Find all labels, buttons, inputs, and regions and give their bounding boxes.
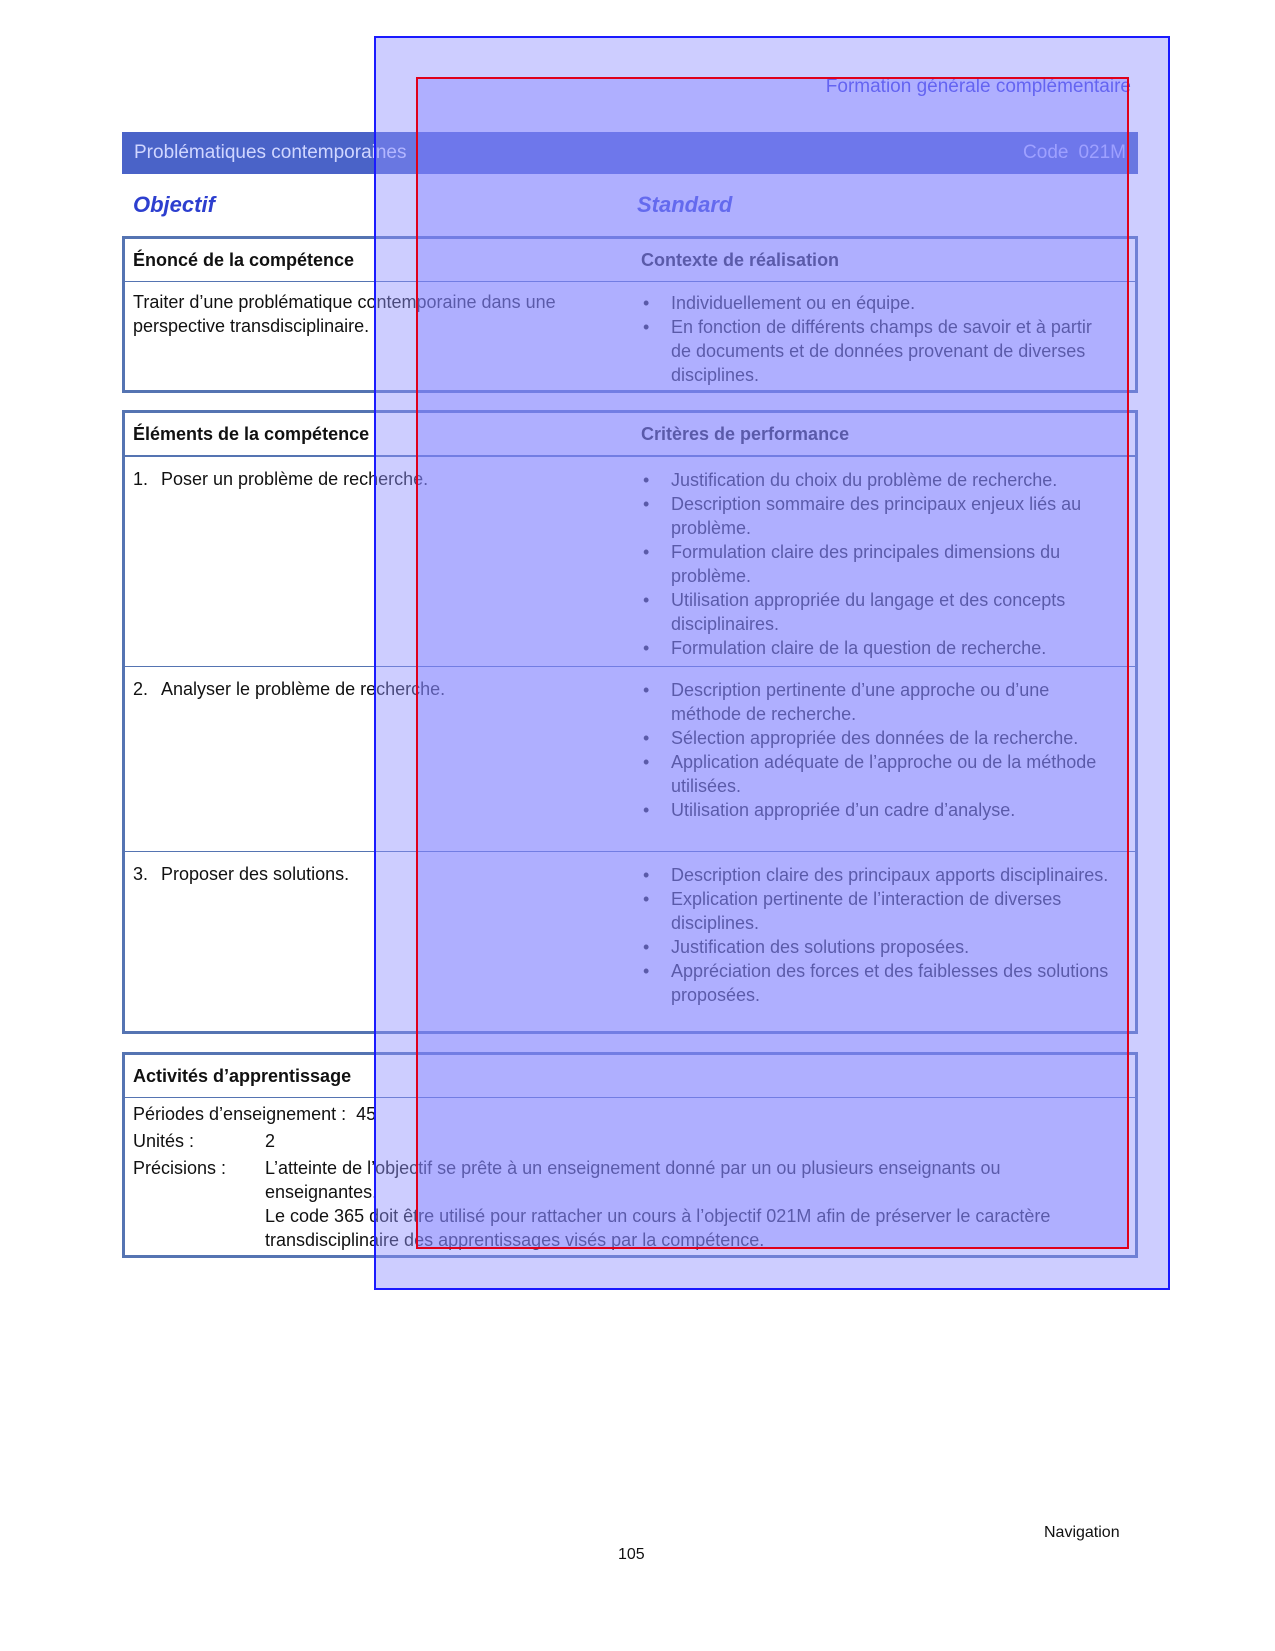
element-text: 3. Proposer des solutions. [133,864,350,884]
list-item: • Justification des solutions proposées. [641,935,1111,959]
page-number: 105 [618,1546,645,1563]
list-item: • Formulation claire des principales dimensions du problème. [641,540,1111,588]
periodes-line: Périodes d’enseignement : 45 [133,1104,377,1124]
list-item: • Description sommaire des principaux enjeux liés au problème. [641,492,1111,540]
activites-heading: Activités d’apprentissage [133,1065,352,1086]
element-text: 1. Poser un problème de recherche. [133,469,429,489]
objectif-label: Objectif [133,192,215,217]
list-item: • Justification du choix du problème de recherche. [641,468,1111,492]
precisions-text-1: L’atteinte de l’objectif se prête à un enseignement donné par un ou plusieurs enseignants ou enseignantes. [265,1158,1001,1202]
document-header-title: Formation générale complémentaire [825,76,1131,97]
element-text: 2. Analyser le problème de recherche. [133,679,446,699]
list-item: • Sélection appropriée des données de la recherche. [641,726,1111,750]
precisions-label: Précisions : [133,1158,227,1178]
code-label: Code [1023,142,1069,163]
list-item: • Application adéquate de l’approche ou de la méthode utilisées. [641,750,1111,798]
list-item: • Description claire des principaux apports disciplinaires. [641,863,1111,887]
navigation-link[interactable]: Navigation [1044,1524,1120,1541]
precisions-text-2: Le code 365 doit être utilisé pour rattacher un cours à l’objectif 021M afin de préserver le caractère transdisciplinaire des apprentissages visés par la compétence. [265,1206,1051,1250]
unites-line: Unités : 2 [133,1131,276,1151]
enonce-heading: Énoncé de la compétence [133,249,355,270]
criteres-heading: Critères de performance [641,423,850,444]
enonce-text: Traiter d’une problématique contemporaine dans une perspective transdisciplinaire. [133,292,556,336]
list-item: • Explication pertinente de l’interaction de diverses disciplines. [641,887,1111,935]
list-item: • Utilisation appropriée du langage et des concepts disciplinaires. [641,588,1111,636]
list-item: • Description pertinente d’une approche ou d’une méthode de recherche. [641,678,1111,726]
list-item: • Utilisation appropriée d’un cadre d’analyse. [641,798,1111,822]
code-value: 021M [1078,142,1126,163]
contexte-heading: Contexte de réalisation [641,249,840,270]
list-item: • Individuellement ou en équipe. [641,291,1111,315]
course-title: Problématiques contemporaines [134,142,407,163]
elements-heading: Éléments de la compétence [133,423,370,444]
list-item: • Appréciation des forces et des faiblesses des solutions proposées. [641,959,1111,1007]
overlay-inner-region [416,77,1129,1249]
list-item: • Formulation claire de la question de recherche. [641,636,1111,660]
standard-label: Standard [637,192,733,217]
list-item: • En fonction de différents champs de savoir et à partir de documents et de données provenant de diverses disciplines. [641,315,1111,387]
